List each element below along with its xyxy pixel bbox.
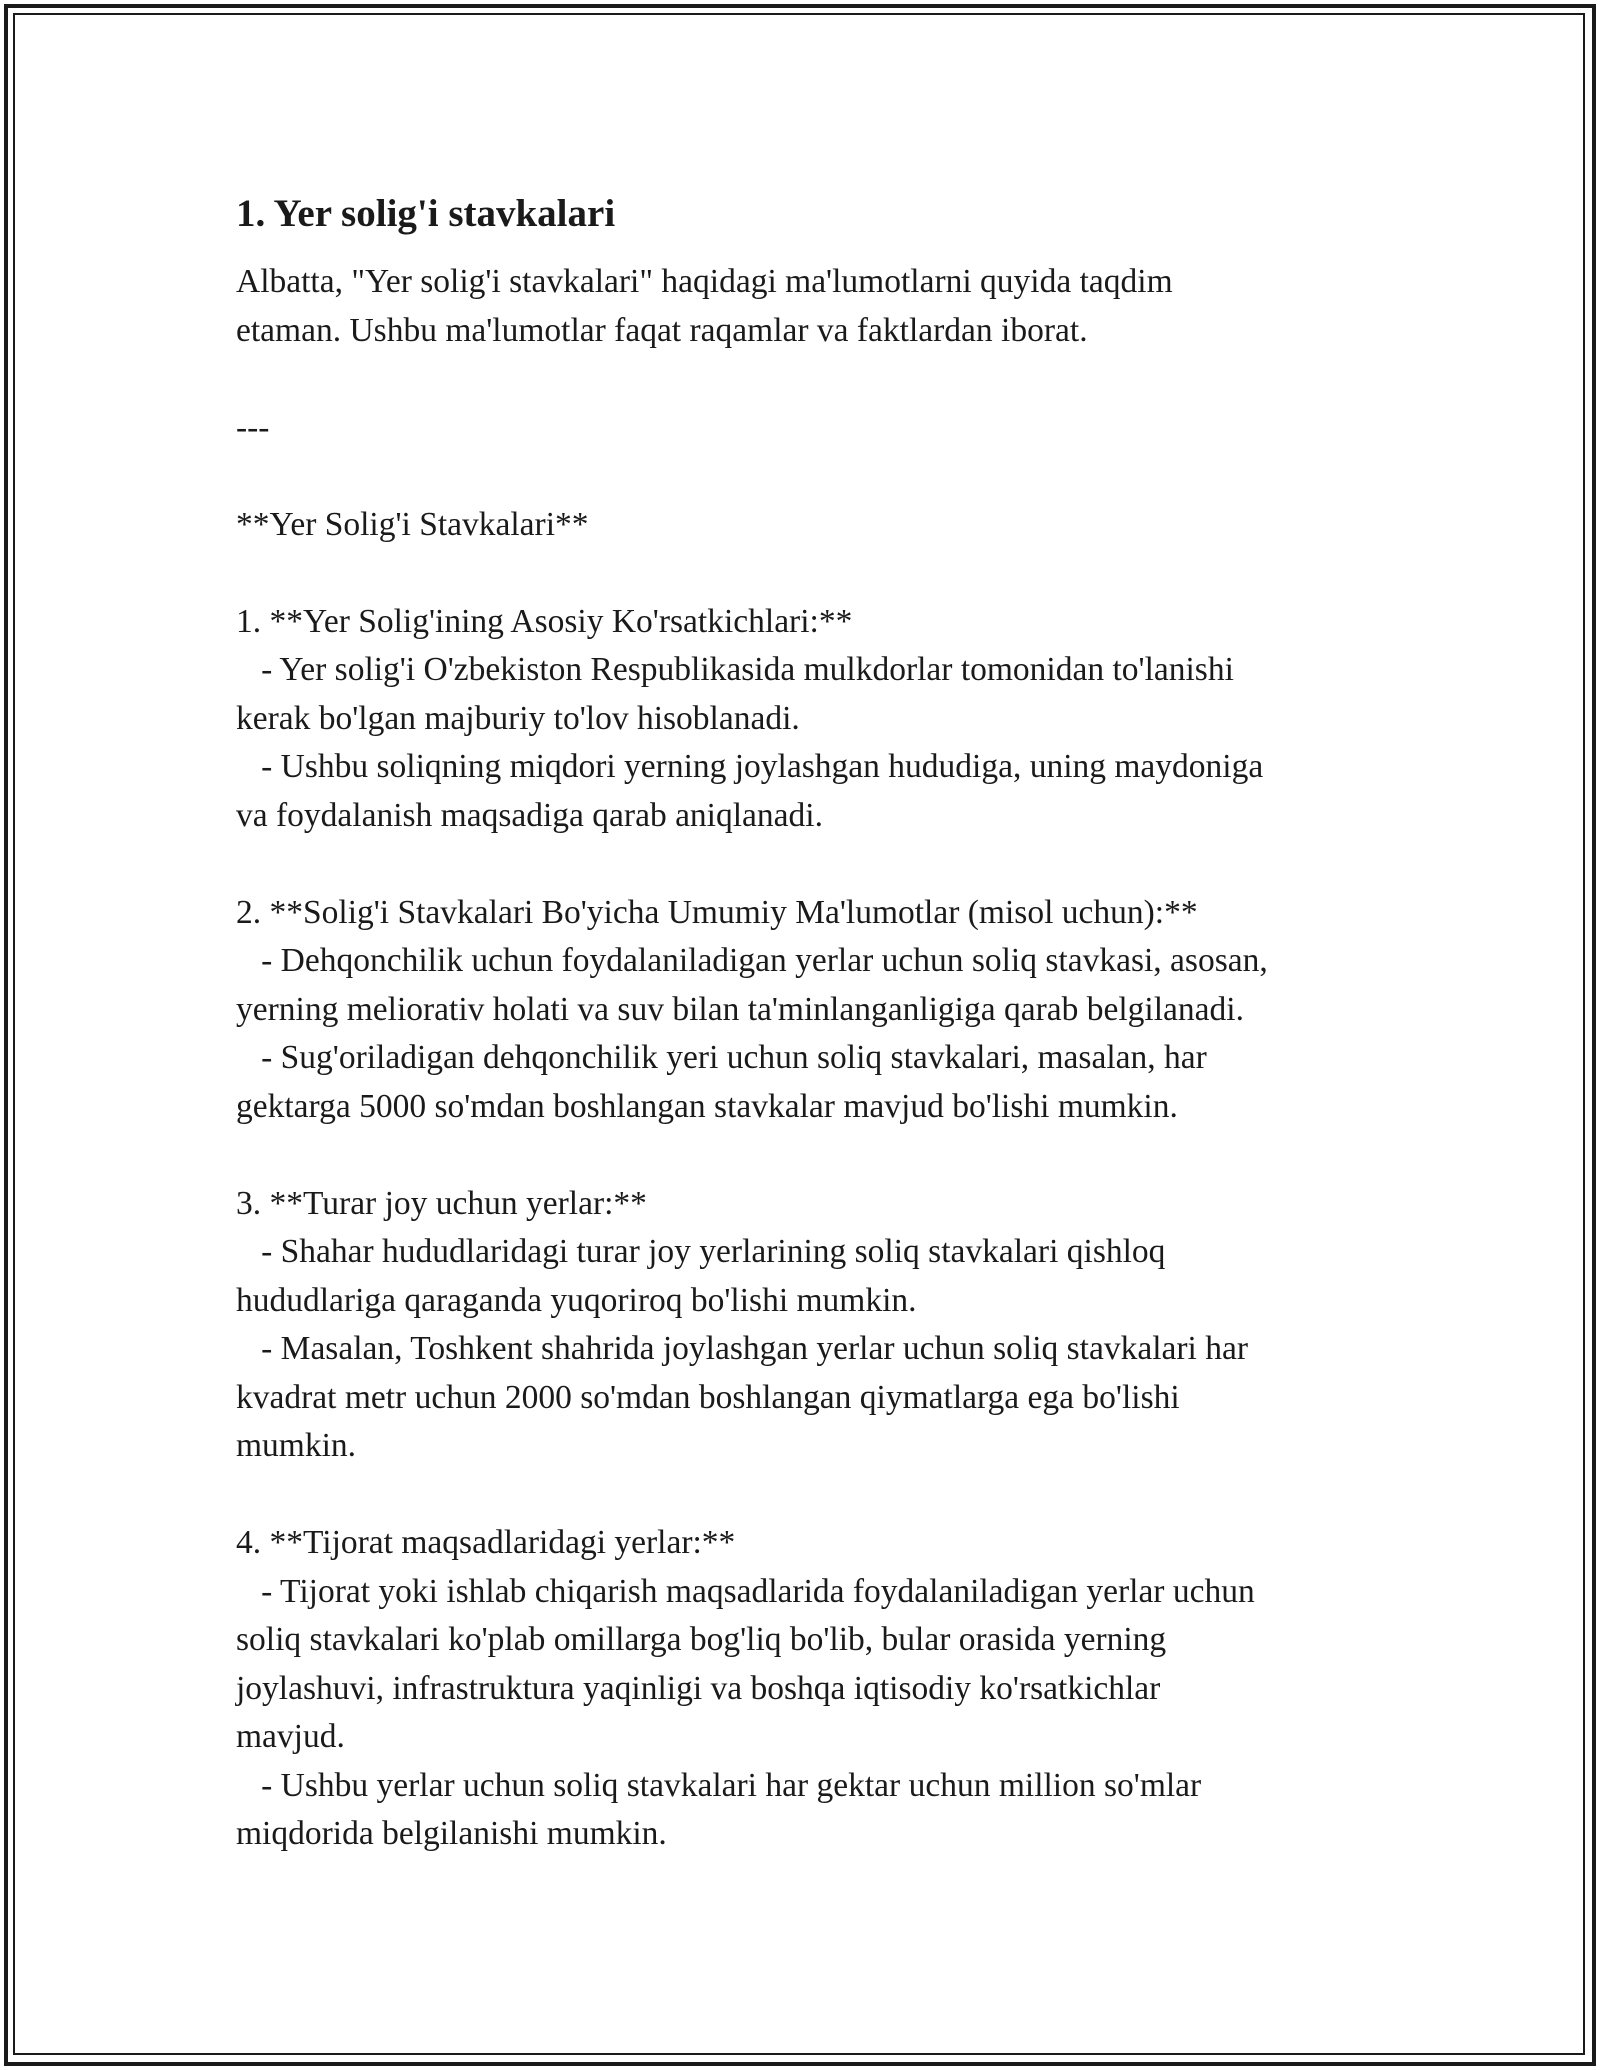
text-line: miqdorida belgilanishi mumkin. <box>236 1815 667 1852</box>
text-line: mavjud. <box>236 1718 345 1755</box>
text-line: kvadrat metr uchun 2000 so'mdan boshlangan qiymatlarga ega bo'lishi <box>236 1378 1180 1416</box>
text-line: va foydalanish maqsadiga qarab aniqlanadi. <box>236 796 823 834</box>
text-line: - Dehqonchilik uchun foydalaniladigan yerlar uchun soliq stavkasi, asosan, <box>236 942 1268 979</box>
blank-line <box>236 452 1376 501</box>
text-line: **Yer Solig'i Stavkalari** <box>236 505 589 543</box>
text-line: 1. **Yer Solig'ining Asosiy Ko'rsatkichlari:** <box>236 602 853 640</box>
text-line: - Yer solig'i O'zbekiston Respublikasida mulkdorlar tomonidan to'lanishi <box>236 651 1234 688</box>
document-text <box>236 258 1376 1859</box>
text-line: gektarga 5000 so'mdan boshlangan stavkalar mavjud bo'lishi mumkin. <box>236 1087 1178 1125</box>
text-line: - Shahar hududlaridagi turar joy yerlarining soliq stavkalari qishloq <box>236 1233 1166 1270</box>
blank-line <box>236 840 1376 889</box>
text-line: mumkin. <box>236 1427 357 1464</box>
blank-line <box>236 1471 1376 1520</box>
blank-line <box>236 1131 1376 1180</box>
text-line: - Ushbu yerlar uchun soliq stavkalari har gektar uchun million so'mlar <box>236 1766 1202 1804</box>
text-line: - Tijorat yoki ishlab chiqarish maqsadlarida foydalaniladigan yerlar uchun <box>236 1572 1255 1610</box>
document-body <box>236 190 1376 1859</box>
text-line: hududlariga qaraganda yuqoriroq bo'lishi mumkin. <box>236 1281 917 1319</box>
text-line: 2. **Solig'i Stavkalari Bo'yicha Umumiy Ma'lumotlar (misol uchun):** <box>236 893 1198 931</box>
blank-line <box>236 549 1376 598</box>
document-title: 1. Yer solig'i stavkalari <box>236 192 616 235</box>
text-line: - Sug'oriladigan dehqonchilik yeri uchun soliq stavkalari, masalan, har <box>236 1039 1207 1076</box>
text-line: - Masalan, Toshkent shahrida joylashgan yerlar uchun soliq stavkalari har <box>236 1330 1249 1367</box>
text-line: --- <box>236 408 270 446</box>
text-line: yerning meliorativ holati va suv bilan ta'minlanganligiga qarab belgilanadi. <box>236 990 1244 1028</box>
text-line: soliq stavkalari ko'plab omillarga bog'liq bo'lib, bular orasida yerning <box>236 1621 1167 1658</box>
blank-line <box>236 355 1376 404</box>
text-line: kerak bo'lgan majburiy to'lov hisoblanadi. <box>236 699 800 737</box>
text-line: - Ushbu soliqning miqdori yerning joylashgan hududiga, uning maydoniga <box>236 748 1264 785</box>
text-line: Albatta, "Yer solig'i stavkalari" haqidagi ma'lumotlarni quyida taqdim <box>236 263 1173 300</box>
text-line: joylashuvi, infrastruktura yaqinligi va boshqa iqtisodiy ko'rsatkichlar <box>236 1669 1161 1707</box>
text-line: etaman. Ushbu ma'lumotlar faqat raqamlar va faktlardan iborat. <box>236 311 1088 349</box>
text-line: 3. **Turar joy uchun yerlar:** <box>236 1184 647 1222</box>
text-line: 4. **Tijorat maqsadlaridagi yerlar:** <box>236 1524 736 1561</box>
